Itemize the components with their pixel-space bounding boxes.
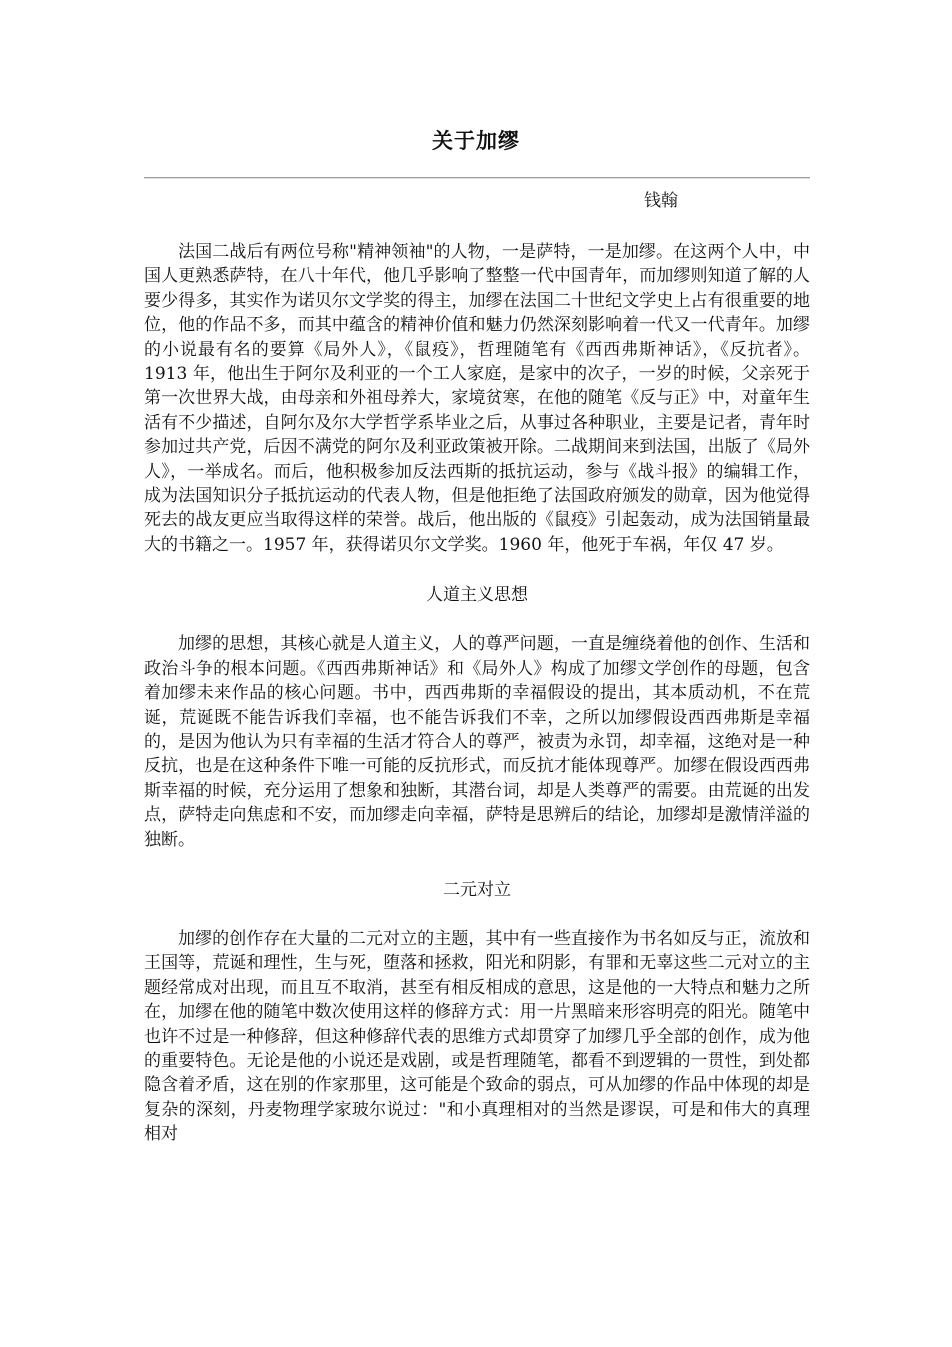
humanism-paragraph: 加缪的思想，其核心就是人道主义，人的尊严问题，一直是缠绕着他的创作、生活和政治斗争的根本问题。《西西弗斯神话》和《局外人》构成了加缪文学创作的母题，包含着加缪未来作品的核心问题。书中，西西弗斯的幸福假设的提出，其本质动机，不在荒诞，荒诞既不能告诉我们幸福，也不能告诉我们不幸，之所以加缪假设西西弗斯是幸福的，是因为他认为只有幸福的生活才符合人的尊严，被责为永罚，却幸福，这绝对是一种反抗，也是在这种条件下唯一可能的反抗形式，而反抗才能体现尊严。加缪在假设西西弗斯幸福的时候，充分运用了想象和独断，其潜台词，却是人类尊严的需要。由荒诞的出发点，萨特走向焦虑和不安，而加缪走向幸福，萨特是思辨后的结论，加缪却是激情洋溢的独断。 bbox=[144, 634, 810, 850]
title-divider bbox=[144, 177, 810, 179]
duality-paragraph: 加缪的创作存在大量的二元对立的主题，其中有一些直接作为书名如反与正，流放和王国等，荒诞和理性，生与死，堕落和拯救，阳光和阴影，有罪和无辜这些二元对立的主题经常成对出现，而且互不取消，甚至有相反相成的意思，这是他的一大特点和魅力之所在，加缪在他的随笔中数次使用这样的修辞方式：用一片黑暗来形容明亮的阳光。随笔中也许不过是一种修辞，但这种修辞代表的思维方式却贯穿了加缪几乎全部的创作，成为他的重要特色。无论是他的小说还是戏剧，或是哲理随笔，都看不到逻辑的一贯性，到处都隐含着矛盾，这在别的作家那里，这可能是个致命的弱点，可从加缪的作品中体现的却是复杂的深刻，丹麦物理学家玻尔说过："和小真理相对的当然是谬误，可是和伟大的真理相对 bbox=[144, 928, 810, 1145]
section-heading-humanism: 人道主义思想 bbox=[426, 585, 528, 606]
page-title: 关于加缪 bbox=[432, 129, 520, 153]
intro-paragraph: 法国二战后有两位号称"精神领袖"的人物，一是萨特，一是加缪。在这两个人中，中国人更熟悉萨特，在八十年代，他几乎影响了整整一代中国青年，而加缪则知道了解的人要少得多，其实作为诺贝尔文学奖的得主，加缪在法国二十世纪文学史上占有很重要的地位，他的作品不多，而其中蕴含的精神价值和魅力仍然深刻影响着一代又一代青年。加缪的小说最有名的要算《局外人》，《鼠疫》，哲理随笔有《西西弗斯神话》，《反抗者》。1913 年，他出生于阿尔及利亚的一个工人家庭，是家中的次子，一岁的时候，父亲死于第一次世界大战，由母亲和外祖母养大，家境贫寒，在他的随笔《反与正》中，对童年生活有不少描述，自阿尔及尔大学哲学系毕业之后，从事过各种职业，主要是记者，青年时参加过共产党，后因不满党的阿尔及利亚政策被开除。二战期间来到法国，出版了《局外人》，一举成名。而后，他积极参加反法西斯的抵抗运动，参与《战斗报》的编辑工作，成为法国知识分子抵抗运动的代表人物，但是他拒绝了法国政府颁发的勋章，因为他觉得死去的战友更应当取得这样的荣誉。战后，他出版的《鼠疫》引起轰动，成为法国销量最大的书籍之一。1957 年，获得诺贝尔文学奖。1960 年，他死于车祸，年仅 47 岁。 bbox=[144, 242, 810, 555]
section-heading-duality: 二元对立 bbox=[443, 879, 511, 900]
article-body bbox=[144, 240, 810, 1147]
author-name: 钱翰 bbox=[644, 191, 678, 211]
